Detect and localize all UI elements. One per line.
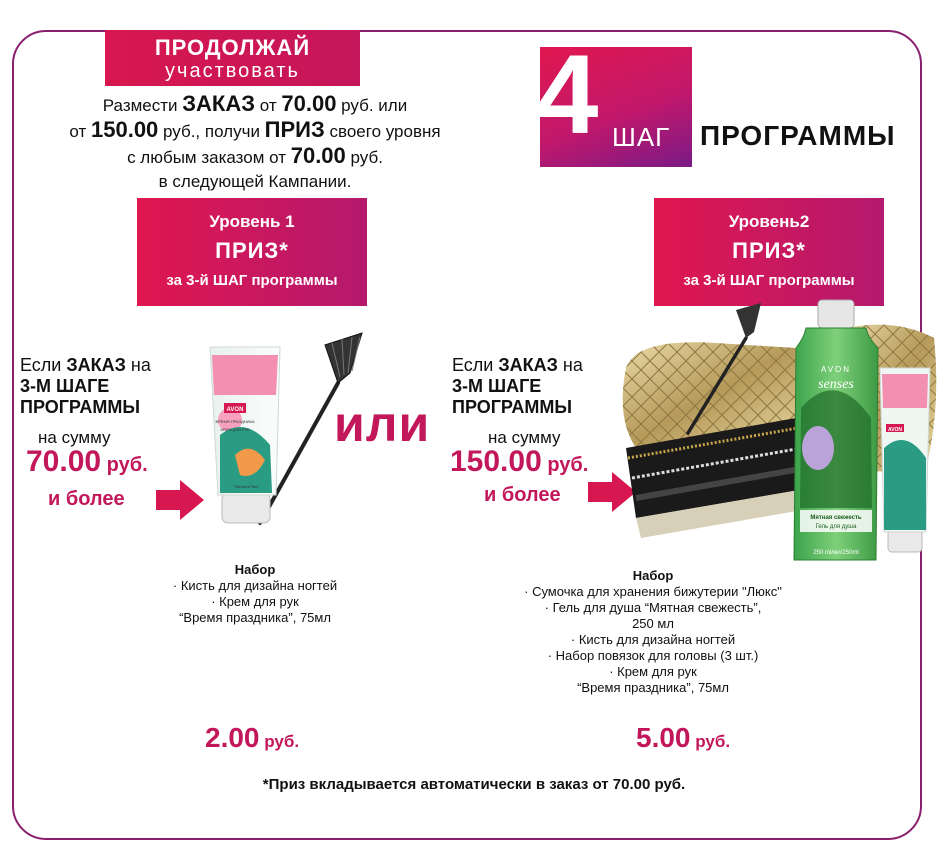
condition-order: ЗАКАЗ — [66, 355, 126, 375]
hand-cream-tube-icon — [210, 347, 280, 523]
condition-program: ПРОГРАММЫ — [452, 397, 572, 417]
level-2-description — [478, 568, 828, 696]
level-1-condition — [20, 355, 151, 418]
step-badge — [536, 32, 692, 167]
footnote: *Приз вкладывается автоматически в заказ от 70.00 руб. — [262, 776, 686, 793]
condition-step: 3-М ШАГЕ — [20, 376, 110, 396]
condition-text: Если — [20, 355, 67, 375]
cream-type-label: КРЕМ ДЛЯ РУК — [220, 427, 250, 432]
level-1-price — [205, 722, 299, 754]
level-subtitle: за 3-й ШАГ программы — [683, 272, 855, 289]
amount-value: 70.00 — [26, 445, 102, 478]
badge-line1: ПРОДОЛЖАЙ — [154, 35, 311, 60]
set-item: “Время праздника”, 75мл — [577, 680, 729, 695]
or-separator: или — [334, 396, 431, 452]
set-item: · Гель для душа “Мятная свежесть”, — [544, 600, 762, 615]
level-prize: ПРИЗ* — [215, 238, 289, 263]
intro-order-word: ЗАКАЗ — [182, 91, 256, 116]
gel-name-label: Мятная свежесть — [810, 515, 862, 521]
set-item: · Сумочка для хранения бижутерии "Люкс" — [524, 584, 782, 599]
level-prize: ПРИЗ* — [732, 238, 806, 263]
amount-unit: руб. — [101, 454, 148, 476]
level-2-product-image — [596, 298, 942, 570]
level-title: Уровень 1 — [209, 212, 295, 231]
level-2-condition — [452, 355, 583, 418]
level-1-description — [120, 562, 390, 626]
set-title: Набор — [632, 568, 674, 583]
intro-text-part: в следующей Кампании. — [158, 172, 352, 191]
level-1-sum-label: на сумму — [38, 428, 111, 447]
level-subtitle: за 3-й ШАГ программы — [166, 272, 338, 289]
amount-unit: руб. — [541, 454, 589, 476]
amount-value: 150.00 — [450, 445, 542, 478]
level-title: Уровень2 — [728, 212, 810, 231]
condition-program: ПРОГРАММЫ — [20, 397, 140, 417]
intro-amount: 70.00 — [290, 143, 346, 168]
brand-label: AVON — [820, 365, 852, 374]
senses-label: senses — [818, 377, 854, 392]
intro-text-part: с любым заказом от — [127, 148, 291, 167]
gel-type-label: Гель для душа — [815, 524, 857, 530]
condition-order: ЗАКАЗ — [498, 355, 558, 375]
gel-volume-label: 250 ml/мл/250ml — [813, 550, 859, 556]
level-2-price — [636, 722, 730, 754]
price-value: 5.00 — [636, 722, 691, 753]
shower-gel-bottle-icon — [794, 300, 878, 560]
set-item: · Крем для рук — [211, 594, 299, 609]
level-1-more: и более — [48, 488, 125, 510]
condition-text: на — [125, 355, 151, 375]
intro-prize-word: ПРИЗ — [264, 117, 325, 142]
intro-text-part: от — [255, 96, 282, 115]
badge-line2: участвовать — [165, 60, 300, 82]
brand-label: AVON — [887, 427, 903, 433]
continue-badge — [105, 30, 360, 86]
level-2-sum-label: на сумму — [488, 428, 561, 447]
cream-volume-label: 75ml/мл/75ml — [233, 484, 259, 489]
step-word: ШАГ — [612, 122, 671, 152]
condition-text: на — [557, 355, 583, 375]
price-value: 2.00 — [205, 722, 260, 753]
price-unit: руб. — [690, 732, 731, 751]
brand-label: AVON — [226, 407, 244, 413]
set-item: · Кисть для дизайна ногтей — [570, 632, 736, 647]
intro-text-part: от — [69, 122, 91, 141]
set-item: “Время праздника”, 75мл — [179, 610, 331, 625]
set-item: · Набор повязок для головы (3 шт.) — [547, 648, 759, 663]
set-item: 250 мл — [632, 616, 674, 631]
intro-text-part: руб. или — [336, 96, 408, 115]
condition-text: Если — [452, 355, 499, 375]
intro-text-part: своего уровня — [324, 122, 441, 141]
cream-name-label: ВРЕМЯ ПРАЗДНИКА — [215, 419, 255, 424]
step-title: ПРОГРАММЫ — [700, 120, 896, 151]
level-1-amount — [26, 445, 148, 479]
price-unit: руб. — [259, 732, 300, 751]
intro-text — [10, 92, 500, 194]
level-2-more: и более — [484, 484, 561, 506]
intro-text-part: Размести — [102, 96, 183, 115]
level-2-banner — [654, 198, 884, 306]
set-item: · Крем для рук — [609, 664, 697, 679]
level-2-amount — [450, 445, 588, 479]
level-1-banner — [137, 198, 367, 306]
intro-amount: 150.00 — [91, 117, 159, 142]
set-title: Набор — [234, 562, 276, 577]
intro-amount: 70.00 — [281, 91, 337, 116]
step-number: 4 — [536, 32, 599, 157]
set-item: · Кисть для дизайна ногтей — [172, 578, 338, 593]
intro-text-part: руб., получи — [158, 122, 265, 141]
intro-text-part: руб. — [345, 148, 383, 167]
condition-step: 3-М ШАГЕ — [452, 376, 542, 396]
hand-cream-tube-icon — [880, 368, 930, 552]
